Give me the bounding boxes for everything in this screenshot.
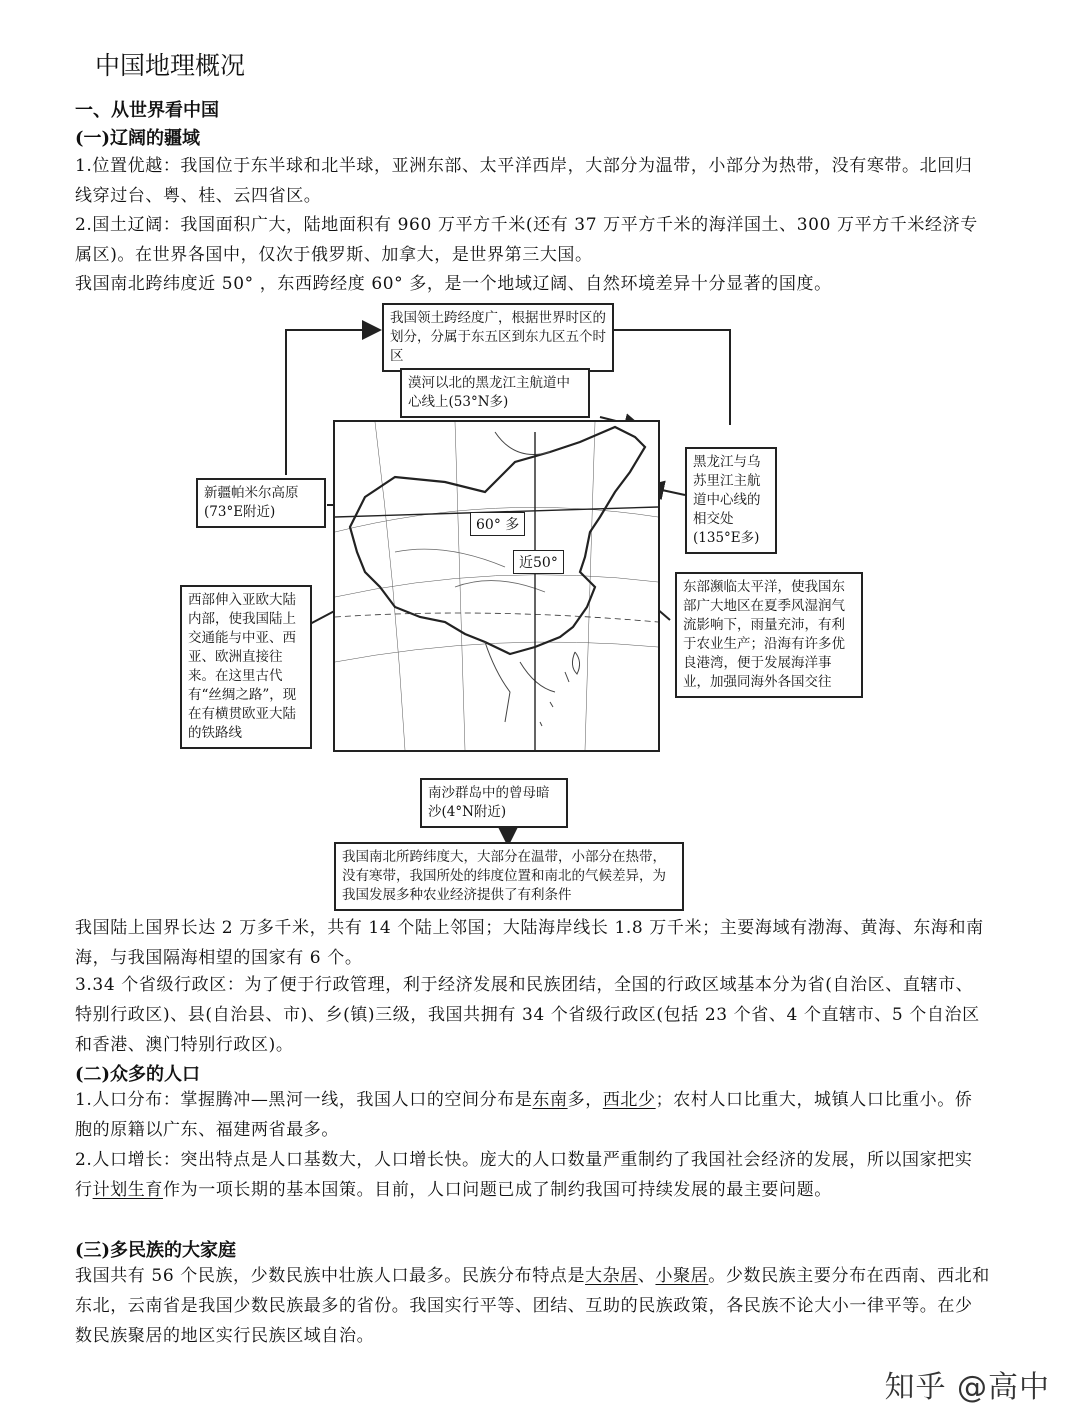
paragraph-population-growth: 2.人口增长：突出特点是人口基数大，人口增长快。庞大的人口数量严重制约了我国社会经济的发展，所以国家把实行计划生育作为一项长期的基本国策。目前，人口问题已成了制约我国可持续发展的最主要问题。 bbox=[75, 1150, 973, 1200]
east-extreme-callout: 黑龙江与乌苏里江主航道中心线的相交处(135°E多) bbox=[685, 447, 777, 554]
latitude-span-tag: 近50° bbox=[513, 550, 564, 574]
paragraph-population-distribution: 1.人口分布：掌握腾冲—黑河一线，我国人口的空间分布是东南多，西北少；农村人口比重大，城镇人口比重小。侨胞的原籍以广东、福建两省最多。 bbox=[75, 1090, 973, 1140]
subheading-population: (二)众多的人口 bbox=[75, 1064, 201, 1085]
east-location-callout: 东部濒临太平洋，使我国东部广大地区在夏季风湿润气流影响下，雨量充沛，有利于农业生产；沿海有许多优良港湾，便于发展海洋事业，加强同海外各国交往 bbox=[675, 572, 863, 698]
west-location-callout: 西部伸入亚欧大陆内部，使我国陆上交通能与中亚、西亚、欧洲直接往来。在这里古代有“丝绸之路”，现在有横贯欧亚大陆的铁路线 bbox=[180, 585, 312, 749]
paragraph-ethnic-groups: 我国共有 56 个民族，少数民族中壮族人口最多。民族分布特点是大杂居、小聚居。少数民族主要分布在西南、西北和东北，云南省是我国少数民族最多的省份。我国实行平等、团结、互助的民族政策，各民族不论大小一律平等。在少数民族聚居的地区实行民族区域自治。 bbox=[75, 1266, 990, 1346]
china-border bbox=[350, 427, 645, 654]
timezone-callout: 我国领土跨经度广，根据世界时区的划分，分属于东五区到东九区五个时区 bbox=[382, 303, 614, 372]
china-map bbox=[333, 420, 660, 752]
watermark: 知乎 @高中 bbox=[884, 1370, 1050, 1405]
arrow-timezone-to-east bbox=[614, 330, 730, 425]
section-heading-world-view: 一、从世界看中国 bbox=[75, 100, 219, 121]
paragraph-borders: 我国陆上国界长达 2 万多千米，共有 14 个陆上邻国；大陆海岸线长 1.8 万千米；主要海域有渤海、黄海、东海和南海，与我国隔海相望的国家有 6 个。 bbox=[75, 918, 984, 968]
paragraph-territory-area: 2.国土辽阔：我国面积广大，陆地面积有 960 万平方千米(还有 37 万平方千米的海洋国土、300 万平方千米经济专属区)。在世界各国中，仅次于俄罗斯、加拿大，是世界第三大国。 bbox=[75, 215, 978, 265]
north-extreme-callout: 漠河以北的黑龙江主航道中心线上(53°N多) bbox=[400, 368, 590, 418]
subheading-territory: (一)辽阔的疆域 bbox=[75, 128, 201, 149]
longitude-span-tag: 60° 多 bbox=[470, 512, 525, 536]
subheading-ethnic-groups: (三)多民族的大家庭 bbox=[75, 1240, 237, 1261]
china-outline-map bbox=[335, 422, 658, 750]
paragraph-provinces: 3.34 个省级行政区：为了便于行政管理，利于经济发展和民族团结，全国的行政区域基本分为省(自治区、直辖市、特别行政区)、县(自治县、市)、乡(镇)三级，我国共拥有 34 个省级行政区(包括 23 个省、4 个直辖市、5 个自治区和香港、澳门特别行政区)。 bbox=[75, 975, 980, 1055]
latitude-summary-callout: 我国南北所跨纬度大，大部分在温带，小部分在热带，没有寒带，我国所处的纬度位置和南北的气候差异，为我国发展多种农业经济提供了有利条件 bbox=[334, 842, 684, 911]
paragraph-location: 1.位置优越：我国位于东半球和北半球，亚洲东部、太平洋西岸，大部分为温带，小部分为热带，没有寒带。北回归线穿过台、粤、桂、云四省区。 bbox=[75, 156, 973, 206]
south-extreme-callout: 南沙群岛中的曾母暗沙(4°N附近) bbox=[420, 778, 568, 828]
page-title: 中国地理概况 bbox=[95, 51, 246, 80]
west-extreme-callout: 新疆帕米尔高原(73°E附近) bbox=[196, 478, 326, 528]
paragraph-latitude-longitude: 我国南北跨纬度近 50° ，东西跨经度 60° 多，是一个地域辽阔、自然环境差异十分显著的国度。 bbox=[75, 274, 832, 294]
